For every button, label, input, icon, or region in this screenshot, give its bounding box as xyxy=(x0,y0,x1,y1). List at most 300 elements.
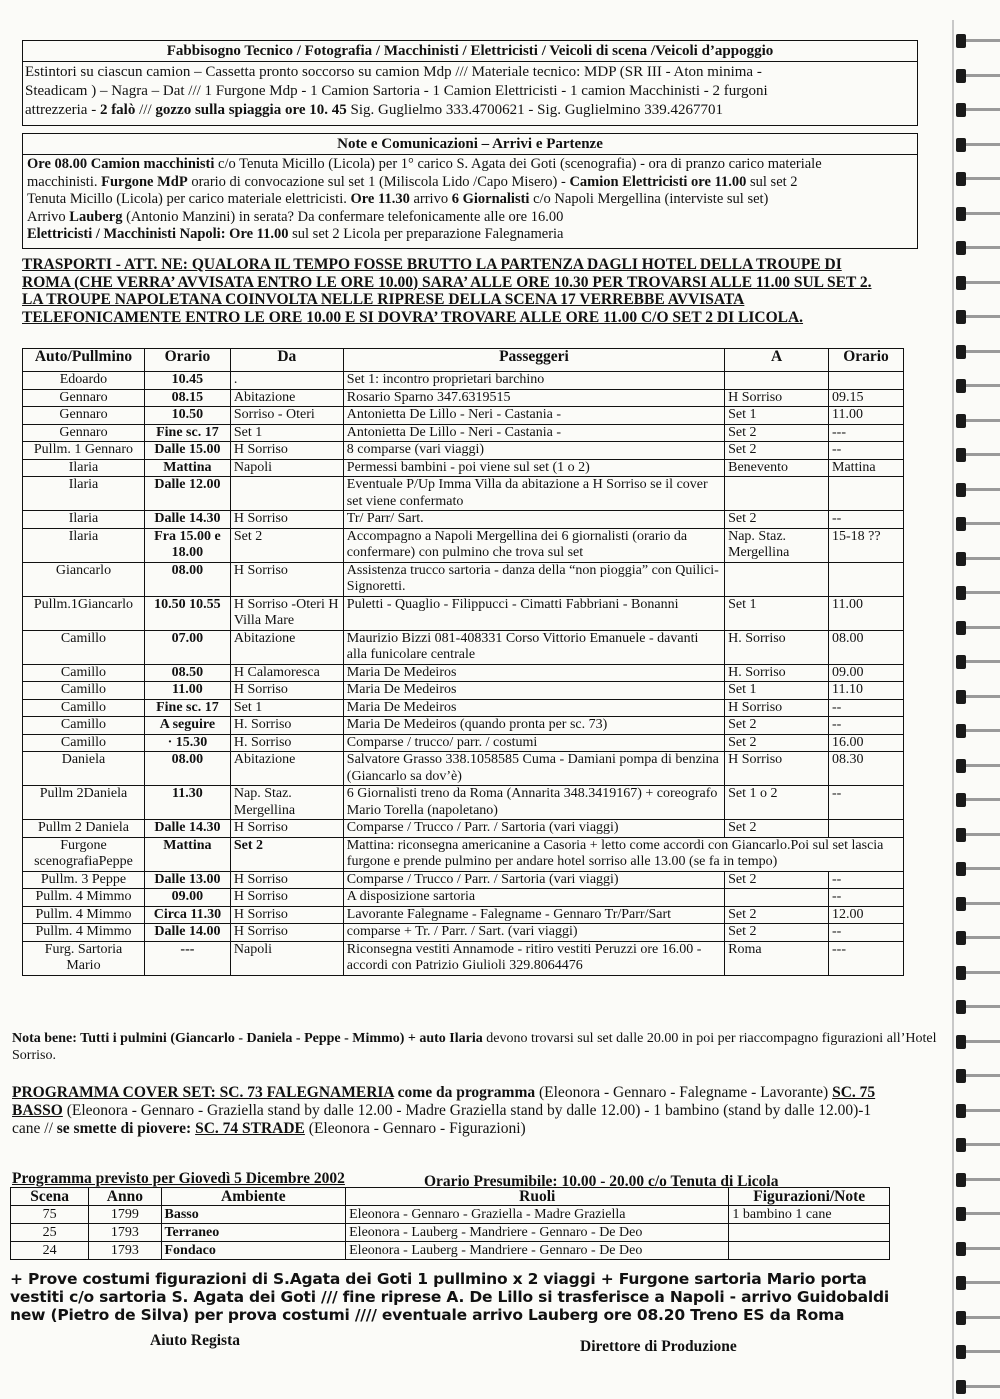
text-bold: Elettricisti / Macchinisti Napoli: Ore 11.00 xyxy=(27,226,289,242)
binding-wire xyxy=(966,488,1000,491)
table-cell: Maurizio Bizzi 081-408331 Corso Vittorio Emanuele - davanti alla funicolare centrale xyxy=(343,630,724,664)
binding-wire xyxy=(966,971,1000,974)
binding-hole xyxy=(956,828,966,842)
schedule-table xyxy=(10,1187,890,1260)
table-row xyxy=(23,562,904,596)
table-cell: Fine sc. 17 xyxy=(144,699,230,717)
binding-hole xyxy=(956,897,966,911)
table-cell: Eleonora - Lauberg - Mandriere - Gennaro - De Deo xyxy=(346,1242,729,1260)
binding-ring xyxy=(956,99,1000,121)
transport-table xyxy=(22,348,904,976)
table-row xyxy=(23,820,904,838)
binding-hole xyxy=(956,483,966,497)
text: c/o Napoli Mergellina (interviste sul set) xyxy=(529,191,769,207)
table-row xyxy=(23,389,904,407)
table-cell: 11.00 xyxy=(829,596,904,630)
table-cell: Lavorante Falegname - Falegname - Gennaro Tr/Parr/Sart xyxy=(343,906,724,924)
binding-wire xyxy=(966,281,1000,284)
text: (Eleonora - Gennaro - Falegname - Lavorante) xyxy=(535,1084,833,1101)
binding-ring xyxy=(956,272,1000,294)
binding-hole xyxy=(956,276,966,290)
binding-edge xyxy=(952,20,954,1399)
binding-hole xyxy=(956,1311,966,1325)
table-cell: 10.45 xyxy=(144,372,230,390)
binding-hole xyxy=(956,241,966,255)
table-cell: Ilaria xyxy=(23,528,145,562)
table-row xyxy=(23,699,904,717)
table-cell: Gennaro xyxy=(23,424,145,442)
table-cell: Set 2 xyxy=(725,424,829,442)
table-cell: Camillo xyxy=(23,734,145,752)
table-cell: Set 1 xyxy=(725,596,829,630)
binding-hole xyxy=(956,1138,966,1152)
binding-hole xyxy=(956,1035,966,1049)
binding-hole xyxy=(956,1380,966,1394)
note-bene-text: devono trovarsi sul set dalle 20.00 in poi per riaccompagno figurazioni all’Hotel Sorriso. xyxy=(12,1031,937,1063)
table-row xyxy=(23,407,904,425)
binding-ring xyxy=(956,996,1000,1018)
table-cell: --- xyxy=(829,424,904,442)
text-bold: come da programma xyxy=(393,1084,536,1101)
text-bold: Lauberg xyxy=(69,208,123,225)
table-cell: Pullm. 4 Mimmo xyxy=(23,889,145,907)
table-cell: 15-18 ?? xyxy=(829,528,904,562)
binding-hole xyxy=(956,862,966,876)
table-cell xyxy=(729,1224,890,1242)
table-row xyxy=(23,717,904,735)
table-cell: Abitazione xyxy=(230,630,343,664)
table-cell: Set 2 xyxy=(725,924,829,942)
binding-wire xyxy=(966,1143,1000,1146)
table-cell: Napoli xyxy=(230,459,343,477)
table-row xyxy=(23,682,904,700)
binding-wire xyxy=(966,1281,1000,1284)
table-cell: Mattina xyxy=(144,459,230,477)
binding-hole xyxy=(956,966,966,980)
table-cell: H Sorriso xyxy=(230,820,343,838)
binding-ring xyxy=(956,375,1000,397)
table-cell: Pullm. 4 Mimmo xyxy=(23,906,145,924)
table-cell: 12.00 xyxy=(829,906,904,924)
table-cell: Dalle 14.30 xyxy=(144,511,230,529)
table-row xyxy=(23,906,904,924)
binding-wire xyxy=(966,384,1000,387)
table-cell: 24 xyxy=(11,1242,89,1260)
table-cell: 1793 xyxy=(89,1224,161,1242)
table-cell: H Sorriso xyxy=(230,889,343,907)
table-cell: 10.50 10.55 xyxy=(144,596,230,630)
binding-ring xyxy=(956,686,1000,708)
table-cell: -- xyxy=(829,889,904,907)
table-cell: 09.00 xyxy=(829,664,904,682)
table-cell: Maria De Medeiros xyxy=(343,682,724,700)
text: Sig. Guglielmo 333.4700621 - Sig. Guglielmino 339.4267701 xyxy=(346,102,724,118)
text-bold: gozzo sulla spiaggia ore 10. 45 xyxy=(155,102,347,118)
binding-wire xyxy=(966,1074,1000,1077)
table-cell: H Sorriso xyxy=(725,752,829,786)
binding-wire xyxy=(966,1005,1000,1008)
binding-ring xyxy=(956,168,1000,190)
table-cell: 08.00 xyxy=(829,630,904,664)
table-cell: Gennaro xyxy=(23,407,145,425)
binding-wire xyxy=(966,453,1000,456)
binding-wire xyxy=(966,902,1000,905)
table-cell: H Sorriso xyxy=(230,682,343,700)
table-cell: 1799 xyxy=(89,1206,161,1224)
binding-hole xyxy=(956,931,966,945)
binding-wire xyxy=(966,936,1000,939)
table-cell: Riconsegna vestiti Annamode - ritiro vestiti Peruzzi ore 16.00 - accordi con Patrizio Giulioli 329.8064476 xyxy=(343,941,724,975)
table-cell: Abitazione xyxy=(230,752,343,786)
table-cell: 08.50 xyxy=(144,664,230,682)
table-row xyxy=(23,871,904,889)
schedule-title: Programma previsto per Giovedì 5 Dicembre 2002 xyxy=(12,1170,345,1187)
binding-wire xyxy=(966,1109,1000,1112)
table-cell: Set 1 xyxy=(725,407,829,425)
binding-ring xyxy=(956,444,1000,466)
text-bold: Furgone MdP xyxy=(101,173,188,190)
table-cell: Antonietta De Lillo - Neri - Castania - xyxy=(343,407,724,425)
binding-hole xyxy=(956,138,966,152)
binding-hole xyxy=(956,1242,966,1256)
table-row xyxy=(11,1242,890,1260)
table-header-row xyxy=(11,1188,890,1206)
binding-wire xyxy=(966,108,1000,111)
binding-ring xyxy=(956,1238,1000,1260)
table-cell xyxy=(829,477,904,511)
binding-ring xyxy=(956,134,1000,156)
table-cell: Set 2 xyxy=(725,442,829,460)
table-cell: Basso xyxy=(161,1206,346,1224)
binding-hole xyxy=(956,1173,966,1187)
table-row xyxy=(23,924,904,942)
table-cell xyxy=(729,1242,890,1260)
table-cell: Dalle 15.00 xyxy=(144,442,230,460)
table-cell: 08.00 xyxy=(144,752,230,786)
text: (Eleonora - Gennaro - Figurazioni) xyxy=(304,1120,526,1137)
table-row xyxy=(23,734,904,752)
table-cell: Set 2 xyxy=(725,734,829,752)
table-cell: Set 1 xyxy=(230,699,343,717)
table-cell: -- xyxy=(829,511,904,529)
table-row xyxy=(23,664,904,682)
binding-ring xyxy=(956,548,1000,570)
binding-hole xyxy=(956,1069,966,1083)
binding-hole xyxy=(956,552,966,566)
table-cell: Terraneo xyxy=(161,1224,346,1242)
table-cell: Gennaro xyxy=(23,389,145,407)
binding-ring xyxy=(956,824,1000,846)
binding-wire xyxy=(966,1040,1000,1043)
table-row xyxy=(23,372,904,390)
binding-ring xyxy=(956,479,1000,501)
binding-wire xyxy=(966,695,1000,698)
table-cell: Puletti - Quaglio - Filippucci - Cimatti Fabbriani - Bonanni xyxy=(343,596,724,630)
table-cell: -- xyxy=(829,442,904,460)
table-cell: Set 2 xyxy=(230,528,343,562)
binding-wire xyxy=(966,1212,1000,1215)
column-header: Auto/Pullmino xyxy=(23,349,145,372)
cover-set-program xyxy=(12,1084,892,1138)
table-cell: Eventuale P/Up Imma Villa da abitazione a H Sorriso se il cover set viene confermato xyxy=(343,477,724,511)
transport-warning-line: ROMA (CHE VERRA’ AVVISATA ENTRO LE ORE 10.00) SARA’ ALLE ORE 10.30 PER TROVARSI ALLE 11.00 SUL SET 2. xyxy=(22,273,872,291)
table-cell: Salvatore Grasso 338.1058585 Cuma - Damiani pompa di benzina (Giancarlo sa dov’è) xyxy=(343,752,724,786)
notes-line xyxy=(27,226,913,244)
binding-ring xyxy=(956,651,1000,673)
table-cell: -- xyxy=(829,699,904,717)
table-row xyxy=(23,630,904,664)
binding-wire xyxy=(966,867,1000,870)
table-cell: --- xyxy=(829,941,904,975)
binding-ring xyxy=(956,962,1000,984)
notes-line xyxy=(27,156,913,174)
text: (Antonio Manzini) in serata? Da confermare telefonicamente alle ore 16.00 xyxy=(122,208,564,225)
notes-line xyxy=(27,174,913,192)
spiral-binding xyxy=(948,20,1000,1399)
text: Arrivo xyxy=(27,208,70,225)
table-cell: Abitazione xyxy=(230,389,343,407)
table-cell: 08.00 xyxy=(144,562,230,596)
table-cell: Pullm. 1 Gennaro xyxy=(23,442,145,460)
table-cell: H Sorriso xyxy=(230,562,343,596)
notes-body xyxy=(23,155,917,245)
table-cell: Daniela xyxy=(23,752,145,786)
table-row xyxy=(23,941,904,975)
table-cell: Circa 11.30 xyxy=(144,906,230,924)
table-cell: Fondaco xyxy=(161,1242,346,1260)
table-cell: Fine sc. 17 xyxy=(144,424,230,442)
table-cell: -- xyxy=(829,871,904,889)
table-cell: 8 comparse (vari viaggi) xyxy=(343,442,724,460)
table-cell: -- xyxy=(829,717,904,735)
table-cell: H. Sorriso xyxy=(230,717,343,735)
binding-wire xyxy=(966,419,1000,422)
binding-hole xyxy=(956,1345,966,1359)
text-bold: Camion Elettricisti ore 11.00 xyxy=(569,173,747,190)
text: /// xyxy=(135,102,156,118)
table-cell: 11.30 xyxy=(144,786,230,820)
table-cell: Dalle 14.00 xyxy=(144,924,230,942)
notes-title: Note e Comunicazioni – Arrivi e Partenze xyxy=(23,134,917,155)
footer-note: + Prove costumi figurazioni di S.Agata dei Goti 1 pullmino x 2 viaggi + Furgone sartoria Mario porta vestiti c/o sartoria S. Agata dei Goti /// fine riprese A. De Lillo si trasferisce a Napoli - arrivo Guidobaldi new (Pietro de Silva) per prova costumi //// eventuale arrivo Lauberg ore 08.20 Treno ES da Roma xyxy=(10,1270,889,1324)
table-cell: · 15.30 xyxy=(144,734,230,752)
note-bene-bold: Nota bene: Tutti i pulmini (Giancarlo - Daniela - Peppe - Mimmo) + auto Ilaria xyxy=(12,1031,483,1046)
binding-hole xyxy=(956,586,966,600)
table-row xyxy=(23,889,904,907)
table-cell: Permessi bambini - poi viene sul set (1 o 2) xyxy=(343,459,724,477)
binding-hole xyxy=(956,103,966,117)
binding-hole xyxy=(956,690,966,704)
table-cell xyxy=(725,562,829,596)
table-cell: H Sorriso xyxy=(230,906,343,924)
table-cell: H Sorriso xyxy=(725,389,829,407)
binding-hole xyxy=(956,793,966,807)
scene-label: SC. 75 BASSO xyxy=(12,1084,876,1119)
binding-hole xyxy=(956,69,966,83)
binding-ring xyxy=(956,1341,1000,1363)
binding-wire xyxy=(966,798,1000,801)
table-cell: Pullm.1Giancarlo xyxy=(23,596,145,630)
table-cell: Nap. Staz. Mergellina xyxy=(725,528,829,562)
binding-wire xyxy=(966,833,1000,836)
binding-wire xyxy=(966,212,1000,215)
binding-wire xyxy=(966,626,1000,629)
table-cell xyxy=(725,889,829,907)
binding-ring xyxy=(956,927,1000,949)
binding-hole xyxy=(956,414,966,428)
table-cell: Mattina xyxy=(829,459,904,477)
binding-ring xyxy=(956,65,1000,87)
production-director-signature: Direttore di Produzione xyxy=(580,1338,737,1355)
table-cell: Set 1: incontro proprietari barchino xyxy=(343,372,724,390)
binding-ring xyxy=(956,858,1000,880)
binding-hole xyxy=(956,34,966,48)
binding-ring xyxy=(956,720,1000,742)
table-cell: 11.00 xyxy=(829,407,904,425)
binding-ring xyxy=(956,237,1000,259)
table-cell: Eleonora - Lauberg - Mandriere - Gennaro - De Deo xyxy=(346,1224,729,1242)
binding-hole xyxy=(956,379,966,393)
table-cell: H Sorriso xyxy=(725,699,829,717)
notes-line xyxy=(27,209,913,227)
table-cell: Set 2 xyxy=(230,837,343,871)
notes-box xyxy=(22,133,918,249)
binding-wire xyxy=(966,177,1000,180)
binding-wire xyxy=(966,1350,1000,1353)
table-cell: . xyxy=(230,372,343,390)
text: c/o Tenuta Micillo (Licola) per 1° carico S. Agata dei Goti (scenografia) - ora di pranzo carico materiale xyxy=(214,156,822,172)
binding-hole xyxy=(956,1207,966,1221)
table-cell: H. Sorriso xyxy=(230,734,343,752)
binding-wire xyxy=(966,1316,1000,1319)
text: orario di convocazione sul set 1 (Miliscola Lido /Capo Misero) - xyxy=(187,173,570,190)
table-row xyxy=(23,511,904,529)
table-cell: Maria De Medeiros xyxy=(343,699,724,717)
table-cell: Accompagno a Napoli Mergellina dei 6 giornalisti (orario da confermare) con pulmino che trova sul set xyxy=(343,528,724,562)
binding-ring xyxy=(956,513,1000,535)
text: sul set 2 xyxy=(746,173,798,190)
binding-ring xyxy=(956,1065,1000,1087)
table-cell: H Sorriso xyxy=(230,871,343,889)
column-header: Passeggeri xyxy=(343,349,724,372)
binding-wire xyxy=(966,591,1000,594)
table-cell: 25 xyxy=(11,1224,89,1242)
binding-wire xyxy=(966,315,1000,318)
table-cell: Eleonora - Gennaro - Graziella - Madre Graziella xyxy=(346,1206,729,1224)
text: arrivo xyxy=(409,191,452,207)
table-cell: A seguire xyxy=(144,717,230,735)
table-cell: Camillo xyxy=(23,717,145,735)
technical-needs-line: Estintori su ciascun camion – Cassetta pronto soccorso su camion Mdp /// Materiale tecnico: MDP (SR III - Aton minima - xyxy=(25,64,762,80)
table-row xyxy=(23,442,904,460)
column-header: Figurazioni/Note xyxy=(729,1188,890,1206)
table-cell: Pullm 2 Daniela xyxy=(23,820,145,838)
technical-needs-line xyxy=(25,101,915,120)
binding-ring xyxy=(956,410,1000,432)
table-row xyxy=(23,477,904,511)
binding-ring xyxy=(956,789,1000,811)
table-row xyxy=(23,528,904,562)
table-cell: Nap. Staz. Mergellina xyxy=(230,786,343,820)
column-header: A xyxy=(725,349,829,372)
binding-ring xyxy=(956,617,1000,639)
table-cell: Mattina: riconsegna americanine a Casoria + letto come accordi con Giancarlo.Poi sul set lascia furgone e prende pulmino per andare hotel sorriso alle 13.00 (se fa in tempo) xyxy=(343,837,903,871)
binding-wire xyxy=(966,557,1000,560)
table-cell: Set 2 xyxy=(725,906,829,924)
table-cell: Mattina xyxy=(144,837,230,871)
table-cell: H. Sorriso xyxy=(725,630,829,664)
technical-needs-line: Steadicam ) – Nagra – Dat /// 1 Furgone Mdp - 1 Camion Sartoria - 1 Camion Elettricisti - 1 camion Macchinisti - 2 furgoni xyxy=(25,83,768,99)
table-cell: H Sorriso xyxy=(230,442,343,460)
table-row xyxy=(23,596,904,630)
column-header: Ruoli xyxy=(346,1188,729,1206)
binding-ring xyxy=(956,1169,1000,1191)
binding-hole xyxy=(956,655,966,669)
binding-wire xyxy=(966,522,1000,525)
binding-hole xyxy=(956,1104,966,1118)
binding-hole xyxy=(956,448,966,462)
binding-hole xyxy=(956,1000,966,1014)
binding-ring xyxy=(956,1203,1000,1225)
table-cell: A disposizione sartoria xyxy=(343,889,724,907)
table-cell: Ilaria xyxy=(23,459,145,477)
table-cell: Maria De Medeiros xyxy=(343,664,724,682)
column-header: Anno xyxy=(89,1188,161,1206)
table-cell: 6 Giornalisti treno da Roma (Annarita 348.3419167) + coreografo Mario Torella (napoletano) xyxy=(343,786,724,820)
table-cell xyxy=(829,820,904,838)
table-cell: Furgone scenografiaPeppe xyxy=(23,837,145,871)
table-cell: Fra 15.00 e 18.00 xyxy=(144,528,230,562)
table-cell: -- xyxy=(829,786,904,820)
technical-needs-body xyxy=(23,62,917,121)
table-cell: Camillo xyxy=(23,699,145,717)
table-cell: Camillo xyxy=(23,682,145,700)
binding-ring xyxy=(956,1376,1000,1398)
binding-ring xyxy=(956,203,1000,225)
table-cell: H Calamoresca xyxy=(230,664,343,682)
binding-hole xyxy=(956,724,966,738)
table-cell: 07.00 xyxy=(144,630,230,664)
table-cell: Sorriso - Oteri xyxy=(230,407,343,425)
column-header: Ambiente xyxy=(161,1188,346,1206)
binding-hole xyxy=(956,310,966,324)
table-cell: Ilaria xyxy=(23,511,145,529)
binding-ring xyxy=(956,755,1000,777)
table-cell: Pullm. 3 Peppe xyxy=(23,871,145,889)
table-row xyxy=(23,786,904,820)
text: Tenuta Micillo (Licola) per carico materiale elettricisti. xyxy=(27,191,351,207)
table-cell: Napoli xyxy=(230,941,343,975)
text: attrezzeria - xyxy=(25,102,100,118)
table-cell: H. Sorriso xyxy=(725,664,829,682)
table-cell: Furg. Sartoria Mario xyxy=(23,941,145,975)
table-cell: Maria De Medeiros (quando pronta per sc. 73) xyxy=(343,717,724,735)
table-cell: -- xyxy=(829,924,904,942)
table-cell: Set 1 xyxy=(725,682,829,700)
binding-ring xyxy=(956,582,1000,604)
table-row xyxy=(23,459,904,477)
table-cell: H Sorriso xyxy=(230,511,343,529)
binding-wire xyxy=(966,246,1000,249)
table-cell: Set 1 xyxy=(230,424,343,442)
transport-warning-line: LA TROUPE NAPOLETANA COINVOLTA NELLE RIPRESE DELLA SCENA 17 VERREBBE AVVISATA xyxy=(22,291,745,308)
table-cell: Comparse / Trucco / Parr. / Sartoria (vari viaggi) xyxy=(343,820,724,838)
table-cell: Dalle 14.30 xyxy=(144,820,230,838)
table-row xyxy=(11,1206,890,1224)
table-cell: 09.00 xyxy=(144,889,230,907)
table-cell: 08.30 xyxy=(829,752,904,786)
binding-wire xyxy=(966,1178,1000,1181)
